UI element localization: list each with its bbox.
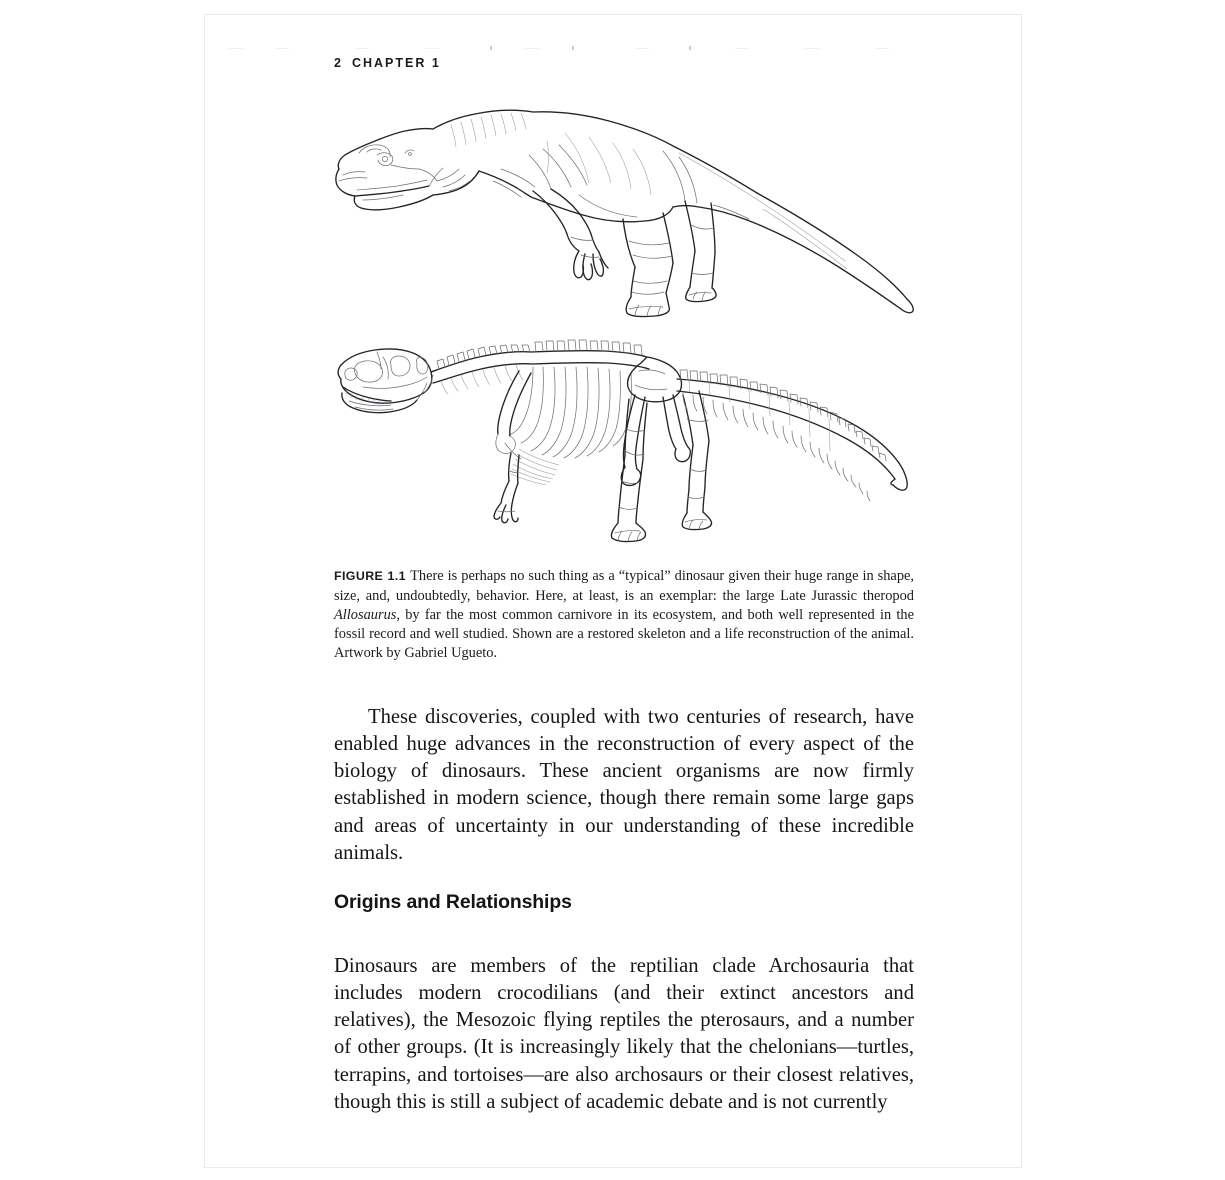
- body-paragraph-discoveries: These discoveries, coupled with two centuries of research, have enabled huge advances in the reconstruction of every aspect of the biology of dinosaurs. These ancient organisms are now firmly established in modern science, though there remain some large gaps and areas of uncertainty in our understanding of these incredible animals.: [334, 705, 914, 865]
- figure-caption-text-part-2: , by far the most common carnivore in its ecosystem, and both well represented in the fossil record and well studied. Shown are a restored skeleton and a life reconstruction of the animal. Artwork by Gabriel Ugueto.: [334, 606, 914, 662]
- body-paragraph-archosauria: Dinosaurs are members of the reptilian clade Archosauria that includes modern crocodilians (and their extinct ancestors and relatives), the Mesozoic flying reptiles the pterosaurs, and a number of other groups. (It is increasingly likely that the chelonians—turtles, terrapins, and tortoises—are also archosaurs or their closest relatives, though this is still a subject of academic debate and is not currently: [334, 954, 914, 1114]
- book-page-sheet: [204, 14, 1022, 1168]
- page-folio-number: 2: [334, 56, 343, 70]
- figure-caption: [334, 567, 914, 663]
- running-head-chapter-label: CHAPTER 1: [351, 56, 441, 70]
- allosaurus-life-reconstruction-illustration: [333, 95, 923, 321]
- figure-1-1: [325, 95, 915, 545]
- figure-caption-label: FIGURE 1.1: [334, 569, 411, 584]
- running-head: [334, 56, 441, 70]
- allosaurus-restored-skeleton-illustration: [333, 337, 923, 545]
- section-heading-origins-and-relationships: Origins and Relationships: [334, 891, 572, 914]
- figure-caption-genus-name: Allosaurus: [334, 606, 397, 623]
- scan-speckles: [205, 45, 1023, 53]
- figure-caption-text-part-1: There is perhaps no such thing as a “typical” dinosaur given their huge range in shape, size, and, undoubtedly, behavior. Here, at least, is an exemplar: the large Late Jurassic theropod: [334, 568, 914, 604]
